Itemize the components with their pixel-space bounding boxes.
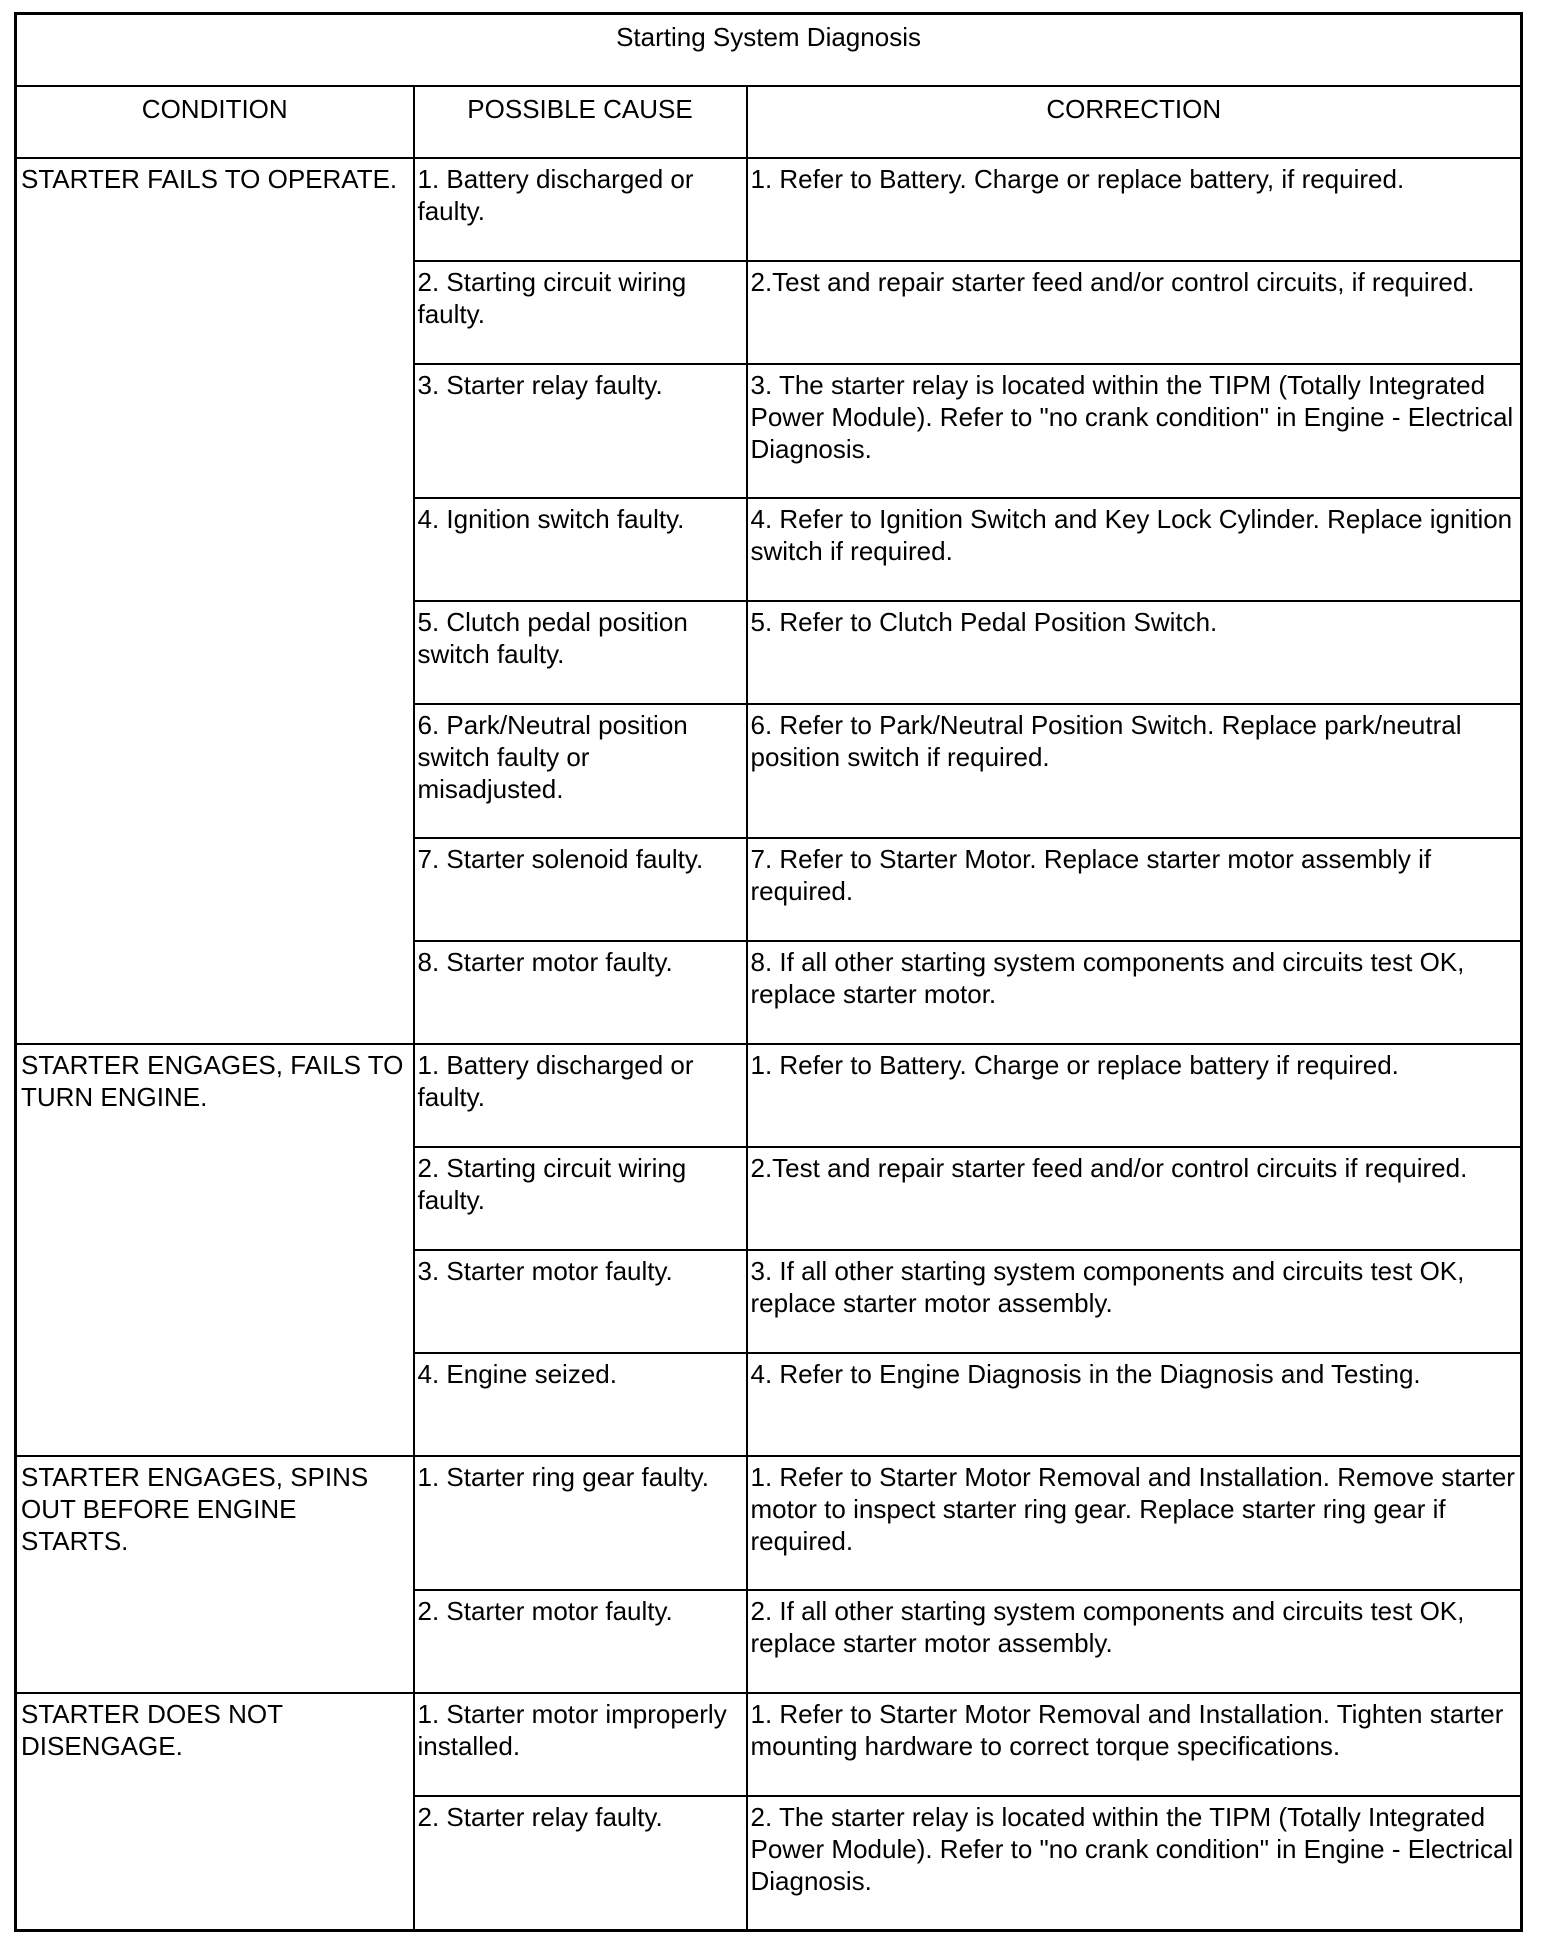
cause-cell: 3. Starter motor faulty. <box>414 1250 747 1353</box>
cause-cell: 3. Starter relay faulty. <box>414 364 747 498</box>
correction-cell: 2.Test and repair starter feed and/or control circuits if required. <box>747 1147 1522 1250</box>
title-row <box>16 14 1522 87</box>
table-row <box>16 1693 1522 1796</box>
cause-cell: 1. Battery discharged or faulty. <box>414 158 747 261</box>
condition-cell: STARTER ENGAGES, FAILS TO TURN ENGINE. <box>16 1044 414 1456</box>
correction-cell: 1. Refer to Battery. Charge or replace battery, if required. <box>747 158 1522 261</box>
correction-cell: 4. Refer to Ignition Switch and Key Lock Cylinder. Replace ignition switch if required. <box>747 498 1522 601</box>
correction-cell: 3. The starter relay is located within the TIPM (Totally Integrated Power Module). Refer to "no crank condition" in Engine - Electrical Diagnosis. <box>747 364 1522 498</box>
cause-cell: 1. Starter ring gear faulty. <box>414 1456 747 1590</box>
cause-cell: 2. Starting circuit wiring faulty. <box>414 1147 747 1250</box>
cause-cell: 2. Starter motor faulty. <box>414 1590 747 1693</box>
correction-cell: 1. Refer to Starter Motor Removal and Installation. Remove starter motor to inspect starter ring gear. Replace starter ring gear if required. <box>747 1456 1522 1590</box>
header-condition: CONDITION <box>16 86 414 158</box>
table-row <box>16 1044 1522 1147</box>
cause-cell: 5. Clutch pedal position switch faulty. <box>414 601 747 704</box>
header-possible-cause: POSSIBLE CAUSE <box>414 86 747 158</box>
table-row <box>16 1456 1522 1590</box>
correction-cell: 1. Refer to Starter Motor Removal and Installation. Tighten starter mounting hardware to correct torque specifications. <box>747 1693 1522 1796</box>
condition-cell: STARTER ENGAGES, SPINS OUT BEFORE ENGINE STARTS. <box>16 1456 414 1693</box>
header-row <box>16 86 1522 158</box>
cause-cell: 2. Starting circuit wiring faulty. <box>414 261 747 364</box>
cause-cell: 4. Engine seized. <box>414 1353 747 1456</box>
cause-cell: 8. Starter motor faulty. <box>414 941 747 1044</box>
correction-cell: 8. If all other starting system components and circuits test OK, replace starter motor. <box>747 941 1522 1044</box>
correction-cell: 1. Refer to Battery. Charge or replace battery if required. <box>747 1044 1522 1147</box>
cause-cell: 2. Starter relay faulty. <box>414 1796 747 1930</box>
table-title: Starting System Diagnosis <box>16 14 1522 87</box>
cause-cell: 1. Starter motor improperly installed. <box>414 1693 747 1796</box>
table-row <box>16 158 1522 261</box>
correction-cell: 7. Refer to Starter Motor. Replace starter motor assembly if required. <box>747 838 1522 941</box>
document-page <box>14 12 1520 1930</box>
cause-cell: 4. Ignition switch faulty. <box>414 498 747 601</box>
cause-cell: 6. Park/Neutral position switch faulty or misadjusted. <box>414 704 747 838</box>
correction-cell: 2.Test and repair starter feed and/or control circuits, if required. <box>747 261 1522 364</box>
correction-cell: 4. Refer to Engine Diagnosis in the Diagnosis and Testing. <box>747 1353 1522 1456</box>
condition-cell: STARTER FAILS TO OPERATE. <box>16 158 414 1044</box>
cause-cell: 1. Battery discharged or faulty. <box>414 1044 747 1147</box>
correction-cell: 3. If all other starting system components and circuits test OK, replace starter motor assembly. <box>747 1250 1522 1353</box>
condition-cell: STARTER DOES NOT DISENGAGE. <box>16 1693 414 1930</box>
diagnosis-table <box>14 12 1523 1932</box>
correction-cell: 2. The starter relay is located within the TIPM (Totally Integrated Power Module). Refer to "no crank condition" in Engine - Electrical Diagnosis. <box>747 1796 1522 1930</box>
cause-cell: 7. Starter solenoid faulty. <box>414 838 747 941</box>
correction-cell: 2. If all other starting system components and circuits test OK, replace starter motor assembly. <box>747 1590 1522 1693</box>
correction-cell: 5. Refer to Clutch Pedal Position Switch. <box>747 601 1522 704</box>
header-correction: CORRECTION <box>747 86 1522 158</box>
correction-cell: 6. Refer to Park/Neutral Position Switch. Replace park/neutral position switch if required. <box>747 704 1522 838</box>
